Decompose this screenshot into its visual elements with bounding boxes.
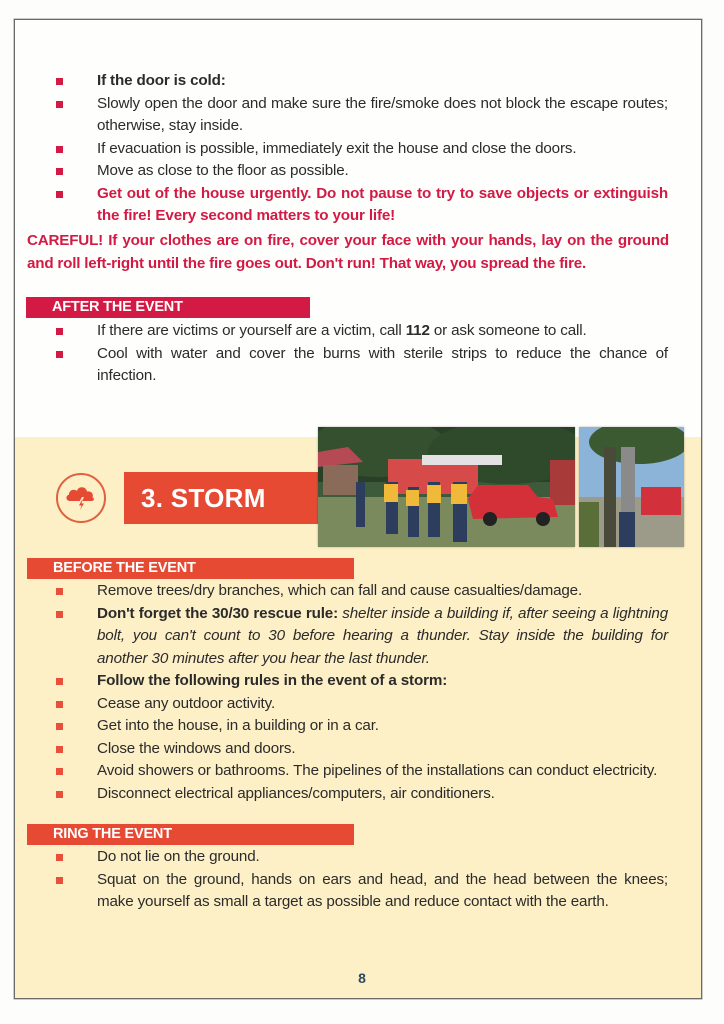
bullet-icon [56, 78, 63, 85]
list-item: Cease any outdoor activity. [0, 693, 724, 716]
bullet-icon [56, 588, 63, 595]
before-event-heading: BEFORE THE EVENT [27, 558, 354, 579]
list-item: Move as close to the floor as possible. [0, 160, 724, 183]
list-item: Do not lie on the ground. [0, 846, 724, 869]
bullet-icon [56, 768, 63, 775]
after-event-heading: AFTER THE EVENT [26, 297, 310, 318]
bullet-icon [56, 746, 63, 753]
list-item: Disconnect electrical appliances/computers, air conditioners. [0, 783, 724, 806]
list-item: Follow the following rules in the event of a storm: [0, 670, 724, 693]
storm-title-banner: 3. STORM [124, 472, 318, 524]
list-item: Slowly open the door and make sure the fire/smoke does not block the escape routes; otherwise, stay inside. [0, 93, 724, 138]
list-item-urgent: Get out of the house urgently. Do not pause to try to save objects or extinguish the fire! Every second matters to your life! [0, 183, 724, 228]
bullet-icon [56, 723, 63, 730]
list-item [0, 603, 724, 671]
bullet-icon [56, 101, 63, 108]
tree-ladder-photo [579, 427, 684, 547]
list-item: If the door is cold: [0, 70, 724, 93]
list-item: If evacuation is possible, immediately exit the house and close the doors. [0, 138, 724, 161]
caution-note: CAREFUL! If your clothes are on fire, cover your face with your hands, lay on the ground and roll left-right until the fire goes out. Don't run! That way, you spread the fire. [27, 232, 669, 272]
bullet-icon [56, 351, 63, 358]
before-event-list [0, 580, 724, 805]
page-number: 8 [358, 970, 366, 986]
bullet-icon [56, 678, 63, 685]
bullet-icon [56, 877, 63, 884]
during-event-heading: RING THE EVENT [27, 824, 354, 845]
bullet-icon [56, 168, 63, 175]
after-event-list [0, 320, 724, 388]
bullet-icon [56, 328, 63, 335]
list-item: Get into the house, in a building or in a car. [0, 715, 724, 738]
bullet-icon [56, 854, 63, 861]
emergency-number: 112 [405, 322, 430, 339]
rule-30-30-text: shelter inside a building if, after seeing a lightning bolt, you can't count to 30 before hearing a thunder. Stay inside the building for another 30 minutes after you hear the last thunder. [97, 604, 668, 667]
during-event-list [0, 846, 724, 914]
storm-cloud-lightning-icon [56, 473, 106, 523]
rule-30-30-label: Don't forget the 30/30 rescue rule: [97, 604, 338, 622]
fire-door-cold-list [0, 70, 724, 228]
firefighters-team-photo [318, 427, 575, 547]
list-item: Cool with water and cover the burns with sterile strips to reduce the chance of infection. [0, 343, 724, 388]
list-item: If there are victims or yourself are a victim, call 112 or ask someone to call. [0, 320, 724, 343]
list-item: Close the windows and doors. [0, 738, 724, 761]
list-item: Remove trees/dry branches, which can fall and cause casualties/damage. [0, 580, 724, 603]
bullet-icon [56, 191, 63, 198]
list-item: Squat on the ground, hands on ears and head, and the head between the knees; make yourself as small a target as possible and reduce contact with the earth. [0, 869, 724, 914]
bullet-icon [56, 146, 63, 153]
bullet-icon [56, 611, 63, 618]
bullet-icon [56, 701, 63, 708]
bullet-icon [56, 791, 63, 798]
list-item: Avoid showers or bathrooms. The pipelines of the installations can conduct electricity. [0, 760, 724, 783]
